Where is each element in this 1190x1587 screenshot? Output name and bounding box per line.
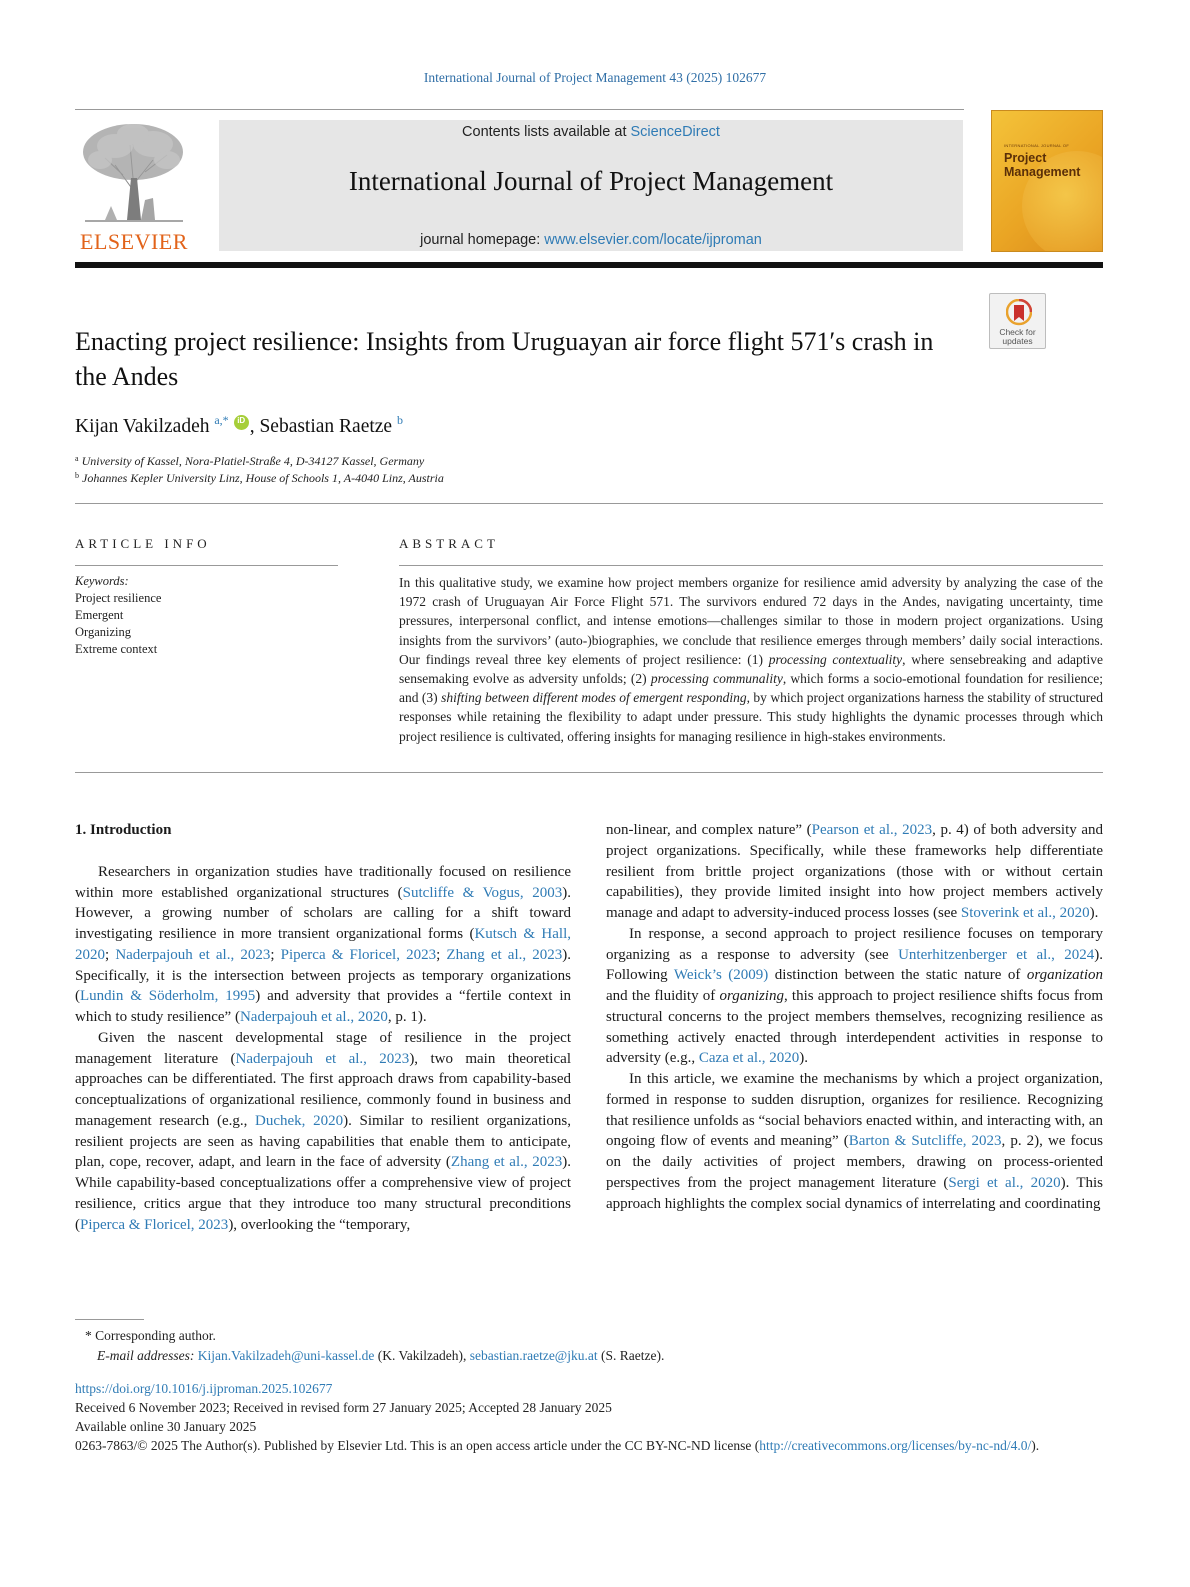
article-info-heading: ARTICLE INFO [75,536,211,551]
author-1-affiliation-marker[interactable]: a,* [214,413,229,427]
author-separator: , [249,416,260,437]
text-run: non-linear, and complex nature” ( [606,822,812,838]
article-history: Received 6 November 2023; Received in revised form 27 January 2025; Accepted 28 January 2025 [75,1400,612,1415]
citation-link[interactable]: Lundin & Söderholm, 1995 [80,988,256,1005]
contents-prefix: Contents lists available at [462,124,631,140]
email-owner: (S. Raetze). [597,1348,665,1363]
citation-link[interactable]: Barton & Sutcliffe, 2023 [848,1133,1002,1150]
citation-link[interactable]: Weick’s (2009) [673,967,769,984]
cover-subtitle: INTERNATIONAL JOURNAL OF [1004,143,1070,148]
section-rule [75,503,1103,504]
text-run: , p. 2), we focus on the daily activities of project members, drawing on process-oriented perspectives from the project management literature ( [606,1133,1103,1191]
introduction-heading: 1. Introduction [75,822,172,838]
keyword-item: Extreme context [75,642,158,656]
doi-link[interactable]: https://doi.org/10.1016/j.ijproman.2025.102677 [75,1381,333,1396]
abstract-part: , by which project organizations harness the stability of structured responses while retaining the flexibility to adapt under pressure. This study highlights the dynamic processes through which project resilience is cultivated, offering insights for managing resilience in high-stakes environments. [399,690,1103,744]
citation-link[interactable]: Piperca & Floricel, 2023 [280,946,437,963]
affiliation-b-marker: b [75,471,79,480]
corresponding-author-note: * Corresponding author. [85,1328,216,1343]
keyword-item: Organizing [75,625,132,639]
citation-link[interactable]: Sutcliffe & Vogus, 2003 [402,884,563,901]
body-paragraph [75,1028,571,1236]
body-paragraph [606,820,1103,924]
elsevier-wordmark: ELSEVIER [80,229,188,254]
license-text: 0263-7863/© 2025 The Author(s). Published by Elsevier Ltd. This is an open access article under the CC BY-NC-ND license ( [75,1438,760,1453]
text-run: Researchers in organization studies have traditionally focused on resilience within more established organizational structures ( [75,863,571,901]
text-run: ). This approach highlights the complex social dynamics of interrelating and coordinating [606,1174,1103,1212]
text-run: ), two main theoretical approaches can be differentiated. The first approach draws from capability-based conceptualizations of organizational resilience, commonly found in business and management research (e.g., [75,1050,571,1129]
affiliation-b-text: Johannes Kepler University Linz, House of Schools 1, A-4040 Linz, Austria [82,471,444,485]
text-run: ) and adversity that provides a “fertile context in which to study resilience” ( [75,988,572,1025]
text-run: ). While capability-based conceptualizations offer a comprehensive view of project resilience, critics argue that they introduce too many structural preconditions ( [75,1154,571,1233]
sciencedirect-link[interactable]: ScienceDirect [630,124,720,140]
journal-name: International Journal of Project Management [348,166,834,196]
body-column-right [606,820,1103,1214]
body-paragraph [75,862,571,1028]
keywords-label: Keywords: [75,574,129,588]
text-run: , p. 4) of both adversity and project organizations. Specifically, while these frameworks help differentiate resilient from brittle project organizations (those with or without certain capabilities), they provide limited insight into how project members actively manage and adapt to adversity-induced process losses (see [606,822,1103,921]
text-run: , p. 1). [387,1009,427,1025]
text-run: ; [105,946,116,963]
abstract-part: , which forms a socio-emotional foundation for resilience; and (3) [399,671,1103,706]
check-label-line-1: Check for [999,327,1036,337]
abstract-part: , where sensebreaking and adaptive sensemaking evolve as adversity unfolds; (2) [399,651,1104,687]
email-label: E-mail addresses: [97,1348,198,1363]
citation-link[interactable]: Zhang et al., 2023 [446,946,563,963]
license-link[interactable]: http://creativecommons.org/licenses/by-nc-nd/4.0/ [759,1438,1032,1453]
body-paragraph [606,924,1103,1069]
abstract-heading: ABSTRACT [399,536,499,551]
available-online: Available online 30 January 2025 [75,1419,257,1434]
cover-title-line-1: Project [1004,151,1047,165]
text-run: ). Specifically, it is the intersection between projects as temporary organizations ( [75,946,572,1005]
abstract-text [399,573,1103,746]
citation-link[interactable]: Naderpajouh et al., 2020 [239,1009,388,1025]
footnotes [75,1326,1103,1366]
emphasis-text: organizing [719,988,784,1004]
homepage-prefix: journal homepage: [420,232,545,248]
keywords-block [75,573,161,658]
text-run: ). However, a growing number of scholars are calling for a shift toward investigating resilience in more transient organizational forms ( [75,884,571,942]
citation-link[interactable]: Stoverink et al., 2020 [960,905,1090,921]
author-1-name[interactable]: Kijan Vakilzadeh [75,416,210,437]
article-info-rule [75,565,338,566]
abstract-emphasis: processing contextuality [768,651,903,667]
contents-line [219,124,963,140]
article-title: Enacting project resilience: Insights from Uruguayan air force flight 571′s crash in the Andes [75,327,934,391]
text-run: and the fluidity of [606,988,720,1004]
cover-title [1004,151,1080,179]
license-statement [75,1436,1103,1455]
text-run: ). [1089,905,1099,921]
text-run: Given the nascent developmental stage of resilience in the project management literature ( [75,1029,571,1067]
check-for-updates-button[interactable] [989,293,1046,349]
text-run: ; [270,946,281,963]
bookmark-icon [1006,299,1032,327]
journal-homepage-link[interactable]: www.elsevier.com/locate/ijproman [544,232,762,248]
emphasis-text: organization [1026,967,1104,984]
citation-link[interactable]: Kutsch & Hall, 2020 [75,926,571,963]
affiliation-a [75,454,424,469]
abstract-emphasis: shifting between different modes of emergent responding [441,690,747,706]
text-run: In response, a second approach to project resilience focuses on temporary organizing as a response to adversity (see [606,925,1103,963]
citation-link[interactable]: Unterhitzenberger et al., 2024 [898,946,1095,963]
email-link-vakilzadeh[interactable]: Kijan.Vakilzadeh@uni-kassel.de [197,1348,375,1363]
orcid-icon[interactable]: iD [234,415,249,430]
text-run: ), overlooking the “temporary, [228,1216,411,1233]
affiliation-a-marker: a [75,454,79,463]
abstract-bottom-rule [75,772,1103,773]
cover-title-line-2: Management [1004,165,1081,179]
author-2-affiliation-marker[interactable]: b [396,413,403,427]
body-paragraph [606,1069,1103,1214]
citation-link[interactable]: Zhang et al., 2023 [450,1154,563,1171]
text-run: , this approach to project resilience shifts focus from structural concerns to the project members themselves, recognizing resilience as something actively enacted through interdependent activities in response to adversity (e.g., [606,988,1103,1067]
abstract-emphasis: processing communality [650,671,783,687]
text-run: In this article, we examine the mechanisms by which a project organization, formed in response to sudden disruption, organizes for resilience. Recognizing that resilience unfolds as “social behaviors enacted within, and interacting with, an ongoing flow of events and meaning” ( [606,1071,1103,1150]
abstract-part: In this qualitative study, we examine how project members organize for resilience amid adversity by analyzing the case of the 1972 crash of Uruguayan Air Force Flight 571. The survivors endured 72 days in the Andes, navigating uncertainty, time pressures, interpersonal conflict, and intense emotions—challenges similar to those in modern project organizations. Using insights from the survivors’ (auto-)biographies, we conclude that resilience emerges through members’ daily social interactions. Our findings reveal three key elements of project resilience: (1) [399,575,1103,667]
masthead-thick-rule [75,262,1103,268]
email-link-raetze[interactable]: sebastian.raetze@jku.at [469,1348,598,1363]
journal-reference[interactable]: International Journal of Project Management 43 (2025) 102677 [423,70,767,85]
journal-masthead [219,120,963,251]
author-2-name[interactable]: Sebastian Raetze [259,416,393,437]
tree-icon [75,120,193,225]
homepage-line [219,232,963,248]
citation-link[interactable]: Pearson et al., 2023 [811,822,933,838]
author-list [75,413,403,438]
body-column-left [75,820,571,1235]
elsevier-logo[interactable] [75,120,193,255]
footnote-rule [75,1319,144,1320]
text-run: ; [436,946,447,963]
keyword-item: Emergent [75,608,124,622]
email-addresses [75,1346,1103,1366]
abstract-rule [399,565,1103,566]
citation-link[interactable]: Naderpajouh et al., 2023 [115,946,271,963]
text-run: ). Following [606,946,1103,984]
affiliation-a-text: University of Kassel, Nora-Platiel-Straße 4, D-34127 Kassel, Germany [81,454,425,468]
affiliation-b [75,471,444,486]
citation-link[interactable]: Piperca & Floricel, 2023 [80,1216,229,1233]
license-text: ). [1031,1438,1040,1453]
check-for-updates-label [990,328,1045,346]
publication-info [75,1379,1103,1455]
citation-link[interactable]: Caza et al., 2020 [698,1050,800,1067]
text-run: ). Similar to resilient organizations, resilient projects are seen as having capabilities that enable them to anticipate, plan, cope, recover, adapt, and learn in the face of adversity ( [75,1112,571,1171]
header-rule [75,109,964,110]
keyword-item: Project resilience [75,591,162,605]
citation-link[interactable]: Sergi et al., 2020 [948,1174,1061,1191]
citation-link[interactable]: Duchek, 2020 [255,1112,344,1129]
citation-link[interactable]: Naderpajouh et al., 2023 [235,1050,410,1067]
text-run: ). [799,1050,809,1067]
check-label-line-2: updates [1002,336,1033,346]
text-run: distinction between the static nature of [768,967,1027,984]
journal-cover-thumbnail[interactable] [991,110,1103,252]
email-owner: (K. Vakilzadeh), [374,1348,470,1363]
